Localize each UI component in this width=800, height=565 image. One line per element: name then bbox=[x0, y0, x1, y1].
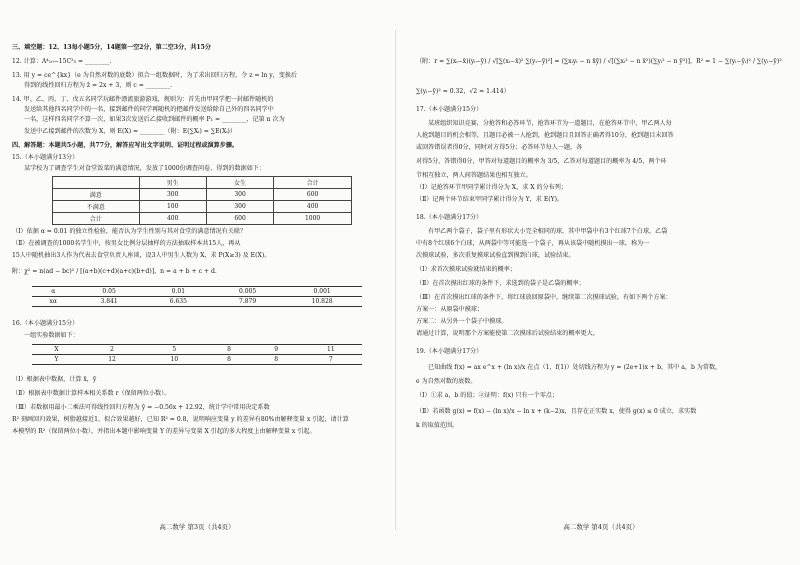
question-14-line1: 14. 甲、乙、丙、丁、戊五名同学玩邮件漂流旅游游戏，规则为：首先由甲同学把一封邮件随机的 bbox=[12, 96, 274, 103]
question-17-line3: 或回答错误者得0分，同时对方得5分；必答环节每人一题，各 bbox=[416, 144, 583, 151]
question-19-line2: e 为自然对数的底数。 bbox=[416, 378, 477, 385]
page-footer: 高二数学 第4页（共4页） bbox=[563, 523, 639, 531]
question-18-plan1: 方案一：从原袋中摸球； bbox=[416, 306, 484, 313]
question-17-line1: 某班组织知识竞赛，分抢答和必答环节，抢答环节为一道题目，在抢答环节中，甲乙两人每 bbox=[428, 120, 672, 127]
question-17-title: 17.（本小题满分15分） bbox=[416, 106, 483, 113]
question-13-line2: 得到的线性回归方程为 ẑ = 2x + 3，则 c = ________. bbox=[24, 82, 173, 89]
question-16-part1: （Ⅰ）根据表中数据，计算 x̄，ȳ bbox=[12, 376, 97, 383]
question-17-line2: 人抢到题目的机会相等，且题目必被一人抢到，抢到题目且回答正确者得10分，抢到题目未回答 bbox=[416, 132, 674, 139]
question-19-part1: （Ⅰ）①求 a，b 的值；②证明：f(x) 只有一个零点； bbox=[416, 392, 558, 399]
question-16-intro: 一组实验数据如下： bbox=[24, 332, 79, 339]
question-14-line3: 一名，这样四名同学不算一次，如果3次发送后乙接收到邮件的概率 P₁ = ________，记第 n 次为 bbox=[24, 116, 285, 123]
question-18-part3: （Ⅲ）在首次摸出红球的条件下，将红球放回原袋中，继续第二次摸球试验，有如下两个方案： bbox=[416, 294, 672, 301]
question-19-part2-line2: k 的取值范围。 bbox=[416, 422, 459, 429]
question-18-title: 18.（本小题满分17分） bbox=[416, 214, 483, 221]
exam-page-4 bbox=[416, 34, 786, 534]
question-15-part1: （Ⅰ）依据 α = 0.01 的独立性检验，能否认为学生性别与其对食堂的满意情况有关联？ bbox=[12, 228, 247, 235]
page-divider bbox=[395, 30, 396, 530]
reference-values: ∑(yᵢ−ȳ)² = 0.32，√2 ≈ 1.414） bbox=[416, 88, 510, 95]
question-18-line1: 有甲乙两个袋子，袋子里有形状大小完全相同的球，其中甲袋中有3个红球7个白球，乙袋 bbox=[428, 228, 668, 235]
table-row: Y 12 10 8 8 7 bbox=[32, 355, 362, 365]
critical-value-table bbox=[32, 286, 362, 307]
experiment-data-table bbox=[32, 344, 362, 365]
question-14-line2: 发送给其他四名同学中的一名，接到邮件的同学再随机的把邮件发送给除自己外的四名同学中 bbox=[24, 106, 274, 113]
question-12: 12. 计算：A⁴₁₀−15C²₅ = ________. bbox=[12, 58, 112, 65]
question-18-line3: 次摸球试验，多次重复摸球试验直到摸到白球，试验结束。 bbox=[416, 252, 575, 259]
table-header-row: α 0.05 0.01 0.005 0.001 bbox=[32, 287, 362, 297]
survey-table bbox=[52, 176, 352, 225]
question-16-part2: （Ⅱ）根据表中数据计算样本相关系数 r（保留两位小数）。 bbox=[12, 390, 171, 397]
question-15-intro: 某学校为了调查学生对食堂饭菜的满意情况，发放了1000份调查问卷，得到的数据如下： bbox=[24, 165, 265, 172]
question-16-part3-line2: R² 刻画回归效果，树脂越接近1，拟合效果越好，已知 R² = 0.8，说明响应变量 y 的差异有80%由解释变量 x 引起，请计算 bbox=[12, 416, 349, 423]
question-16-part3-line1: （Ⅲ）若数据用最小二乘法可得线性回归方程为 ŷ = −0.56x + 12.92，统计学中常用决定系数 bbox=[12, 404, 270, 411]
question-15-part2-line2: 15人中随机抽出3人作为代表去食堂负责人座谈，设3人中男生人数为 X，求 P(X≥3) 及 E(X)。 bbox=[12, 252, 271, 259]
question-19-part2-line1: （Ⅱ）若函数 g(x) = f(x) − (ln x)/x − ln x + (k−2)x，且存在正实数 x，使得 g(x) ≤ 0 成立，求实数 bbox=[416, 408, 697, 415]
chi-square-formula: 附：χ² = n(ad − bc)² / [(a+b)(c+d)(a+c)(b+d)]，n = a + b + c + d. bbox=[12, 268, 217, 275]
question-15-part2-line1: （Ⅱ）在被调查的1000名学生中，按男女比例分层抽样的方法抽取样本共15人，再从 bbox=[12, 240, 241, 247]
table-row: 满意 300 300 600 bbox=[53, 189, 352, 201]
table-row: 不满意 100 300 400 bbox=[53, 201, 352, 213]
table-row: X 2 5 8 9 11 bbox=[32, 345, 362, 355]
table-header-row: 男生 女生 合计 bbox=[53, 177, 352, 189]
question-15-title: 15.（本小题满分13分） bbox=[12, 154, 79, 161]
question-18-part1: （Ⅰ）求首次摸球试验就结束的概率； bbox=[416, 266, 516, 273]
question-16-title: 16.（本小题满分15分） bbox=[12, 320, 79, 327]
table-row: xα 3.841 6.635 7.879 10.828 bbox=[32, 297, 362, 307]
reference-formulas: （附：r = ∑(xᵢ−x̄)(yᵢ−ȳ) / √[∑(xᵢ−x̄)² ∑(yᵢ−ȳ)²] = (∑xᵢyᵢ − n x̄ȳ) / √[(∑xᵢ² − n x̄²)(∑yᵢ² − n ȳ²)]，R² = 1 − ∑(yᵢ−ŷᵢ)² / ∑(yᵢ−ȳ)² bbox=[416, 58, 782, 65]
exam-page-3 bbox=[12, 34, 382, 534]
question-17-part2: （Ⅱ）记两个环节结束甲同学累计得分为 Y，求 E(Y)。 bbox=[416, 196, 564, 203]
question-17-line4: 对得5分，答错得0分，甲答对每道题目的概率为 3/5，乙答对每道题目的概率为 4/5，两个环 bbox=[416, 158, 667, 165]
question-18-line2: 中有8个红球6个白球，从两袋中等可能选一个袋子，再从该袋中随机摸出一球，称为一 bbox=[416, 240, 650, 247]
question-16-part3-line3: 本模型的 R²（保留两位小数），并指出本题中影响变量 Y 的差异与变量 X 引起的多大程度上由解释变量 x 引起。 bbox=[12, 428, 316, 435]
question-19-title: 19.（本小题满分17分） bbox=[416, 348, 483, 355]
question-18-part2: （Ⅱ）在首次摸出红球的条件下，求选到的袋子是乙袋的概率； bbox=[416, 280, 585, 287]
page-footer: 高二数学 第3页（共4页） bbox=[159, 523, 235, 531]
question-19-line1: 已知曲线 f(x) = ax e^x + (ln x)/x 在点（1，f(1)）处切线方程为 y = (2e+1)x + b，其中 a，b 为常数， bbox=[428, 364, 722, 371]
question-18-plan2: 方案二：从另外一个袋子中摸球。 bbox=[416, 318, 508, 325]
section-fill-in-heading: 三、填空题：12、13每小题5分，14题第一空2分，第二空3分，共15分 bbox=[12, 44, 211, 51]
question-13-line1: 13. 用 y = ce^{kx}（e 为自然对数的底数）拟合一组数据时，为了求出回归方程，令 z = ln y，变换后 bbox=[12, 72, 298, 79]
question-14-line4: 发送中乙接到邮件的次数为 X，则 E(X) = ________（附：E(∑Xᵢ) = ∑E(Xᵢ)） bbox=[24, 128, 237, 135]
section-solve-heading: 四、解答题：本题共5小题，共77分，解答应写出文字说明、证明过程或演算步骤。 bbox=[12, 142, 239, 149]
question-18-ask: 请通过计算，说明那个方案能使第二次摸球后试验结束的概率更大。 bbox=[416, 330, 599, 337]
question-17-line5: 节相互独立，两人间答题结果也相互独立。 bbox=[416, 172, 532, 179]
question-17-part1: （Ⅰ）记抢答环节甲同学累计得分为 X，求 X 的分布列； bbox=[416, 184, 567, 191]
table-row: 合计 400 600 1000 bbox=[53, 213, 352, 225]
